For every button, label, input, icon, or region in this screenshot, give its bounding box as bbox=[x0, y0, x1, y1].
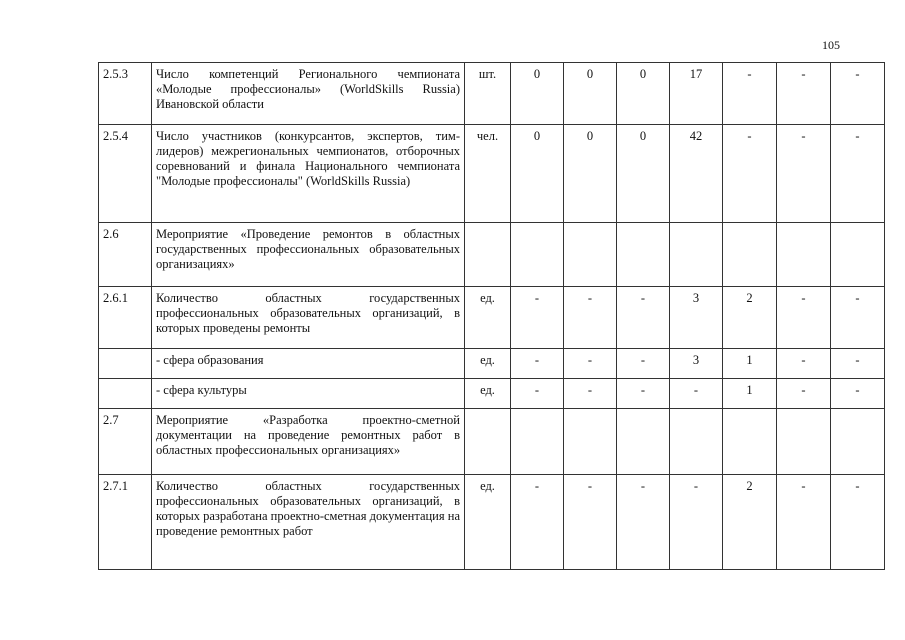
row-value: 42 bbox=[670, 125, 723, 223]
row-value bbox=[723, 223, 777, 287]
row-value bbox=[831, 409, 885, 475]
indicator-table bbox=[98, 62, 885, 570]
row-value: 2 bbox=[723, 287, 777, 349]
row-unit: чел. bbox=[465, 125, 511, 223]
row-value: - bbox=[511, 475, 564, 570]
row-code: 2.7 bbox=[99, 409, 152, 475]
row-value: - bbox=[617, 475, 670, 570]
row-unit: шт. bbox=[465, 63, 511, 125]
row-value bbox=[617, 223, 670, 287]
table-row bbox=[99, 475, 885, 570]
table-row bbox=[99, 223, 885, 287]
row-value: 0 bbox=[564, 125, 617, 223]
row-description: - сфера образования bbox=[152, 349, 465, 379]
row-code: 2.6 bbox=[99, 223, 152, 287]
row-value: - bbox=[511, 349, 564, 379]
row-value: - bbox=[670, 379, 723, 409]
row-value: 0 bbox=[511, 125, 564, 223]
row-unit bbox=[465, 409, 511, 475]
row-code: 2.5.4 bbox=[99, 125, 152, 223]
row-description: Число компетенций Регионального чемпионата «Молодые профессионалы» (WorldSkills Russia) Ивановской области bbox=[152, 63, 465, 125]
row-value: - bbox=[723, 63, 777, 125]
row-value: - bbox=[777, 63, 831, 125]
row-unit: ед. bbox=[465, 349, 511, 379]
row-value bbox=[723, 409, 777, 475]
row-value: - bbox=[564, 379, 617, 409]
row-value bbox=[564, 223, 617, 287]
row-value: - bbox=[617, 379, 670, 409]
page-number: 105 bbox=[822, 38, 840, 52]
row-description: Мероприятие «Разработка проектно-сметной документации на проведение ремонтных работ в областных профессиональных организациях» bbox=[152, 409, 465, 475]
row-code: 2.5.3 bbox=[99, 63, 152, 125]
row-value: - bbox=[831, 379, 885, 409]
row-code: 2.6.1 bbox=[99, 287, 152, 349]
row-value: 3 bbox=[670, 287, 723, 349]
row-value: - bbox=[777, 125, 831, 223]
row-value bbox=[617, 409, 670, 475]
row-value bbox=[511, 223, 564, 287]
row-description: Число участников (конкурсантов, экспертов, тим-лидеров) межрегиональных чемпионатов, отборочных соревнований и финала Национального чемпионата "Молодые профессионалы" (WorldSkills Russia) bbox=[152, 125, 465, 223]
table-row bbox=[99, 349, 885, 379]
row-value: 0 bbox=[564, 63, 617, 125]
row-description: Количество областных государственных профессиональных образовательных организаций, в которых проведены ремонты bbox=[152, 287, 465, 349]
table-row bbox=[99, 287, 885, 349]
row-description: Количество областных государственных профессиональных образовательных организаций, в которых разработана проектно-сметная документация на проведение ремонтных работ bbox=[152, 475, 465, 570]
row-value: - bbox=[670, 475, 723, 570]
row-value: - bbox=[564, 287, 617, 349]
row-value bbox=[511, 409, 564, 475]
row-value: 17 bbox=[670, 63, 723, 125]
row-value: - bbox=[564, 349, 617, 379]
row-description: Мероприятие «Проведение ремонтов в областных государственных профессиональных образовательных организациях» bbox=[152, 223, 465, 287]
row-value: - bbox=[831, 475, 885, 570]
row-value: - bbox=[511, 287, 564, 349]
table-row bbox=[99, 409, 885, 475]
row-value: - bbox=[723, 125, 777, 223]
row-value bbox=[670, 223, 723, 287]
row-value: - bbox=[831, 349, 885, 379]
row-code bbox=[99, 379, 152, 409]
row-value bbox=[831, 223, 885, 287]
row-value: 2 bbox=[723, 475, 777, 570]
row-code bbox=[99, 349, 152, 379]
row-unit: ед. bbox=[465, 379, 511, 409]
row-value: 3 bbox=[670, 349, 723, 379]
row-value: 0 bbox=[617, 63, 670, 125]
row-value: - bbox=[511, 379, 564, 409]
row-value bbox=[564, 409, 617, 475]
row-value: 1 bbox=[723, 379, 777, 409]
row-value: - bbox=[777, 287, 831, 349]
table-row bbox=[99, 379, 885, 409]
row-unit: ед. bbox=[465, 287, 511, 349]
table-row bbox=[99, 125, 885, 223]
table-row bbox=[99, 63, 885, 125]
row-value bbox=[777, 223, 831, 287]
row-value: - bbox=[777, 349, 831, 379]
row-value: 0 bbox=[617, 125, 670, 223]
row-value: 1 bbox=[723, 349, 777, 379]
row-unit: ед. bbox=[465, 475, 511, 570]
row-value: - bbox=[564, 475, 617, 570]
row-value: - bbox=[831, 125, 885, 223]
row-value: - bbox=[617, 349, 670, 379]
row-value: 0 bbox=[511, 63, 564, 125]
row-value bbox=[670, 409, 723, 475]
row-description: - сфера культуры bbox=[152, 379, 465, 409]
row-value: - bbox=[831, 287, 885, 349]
row-code: 2.7.1 bbox=[99, 475, 152, 570]
row-value: - bbox=[831, 63, 885, 125]
row-unit bbox=[465, 223, 511, 287]
row-value: - bbox=[777, 379, 831, 409]
row-value: - bbox=[777, 475, 831, 570]
row-value bbox=[777, 409, 831, 475]
row-value: - bbox=[617, 287, 670, 349]
